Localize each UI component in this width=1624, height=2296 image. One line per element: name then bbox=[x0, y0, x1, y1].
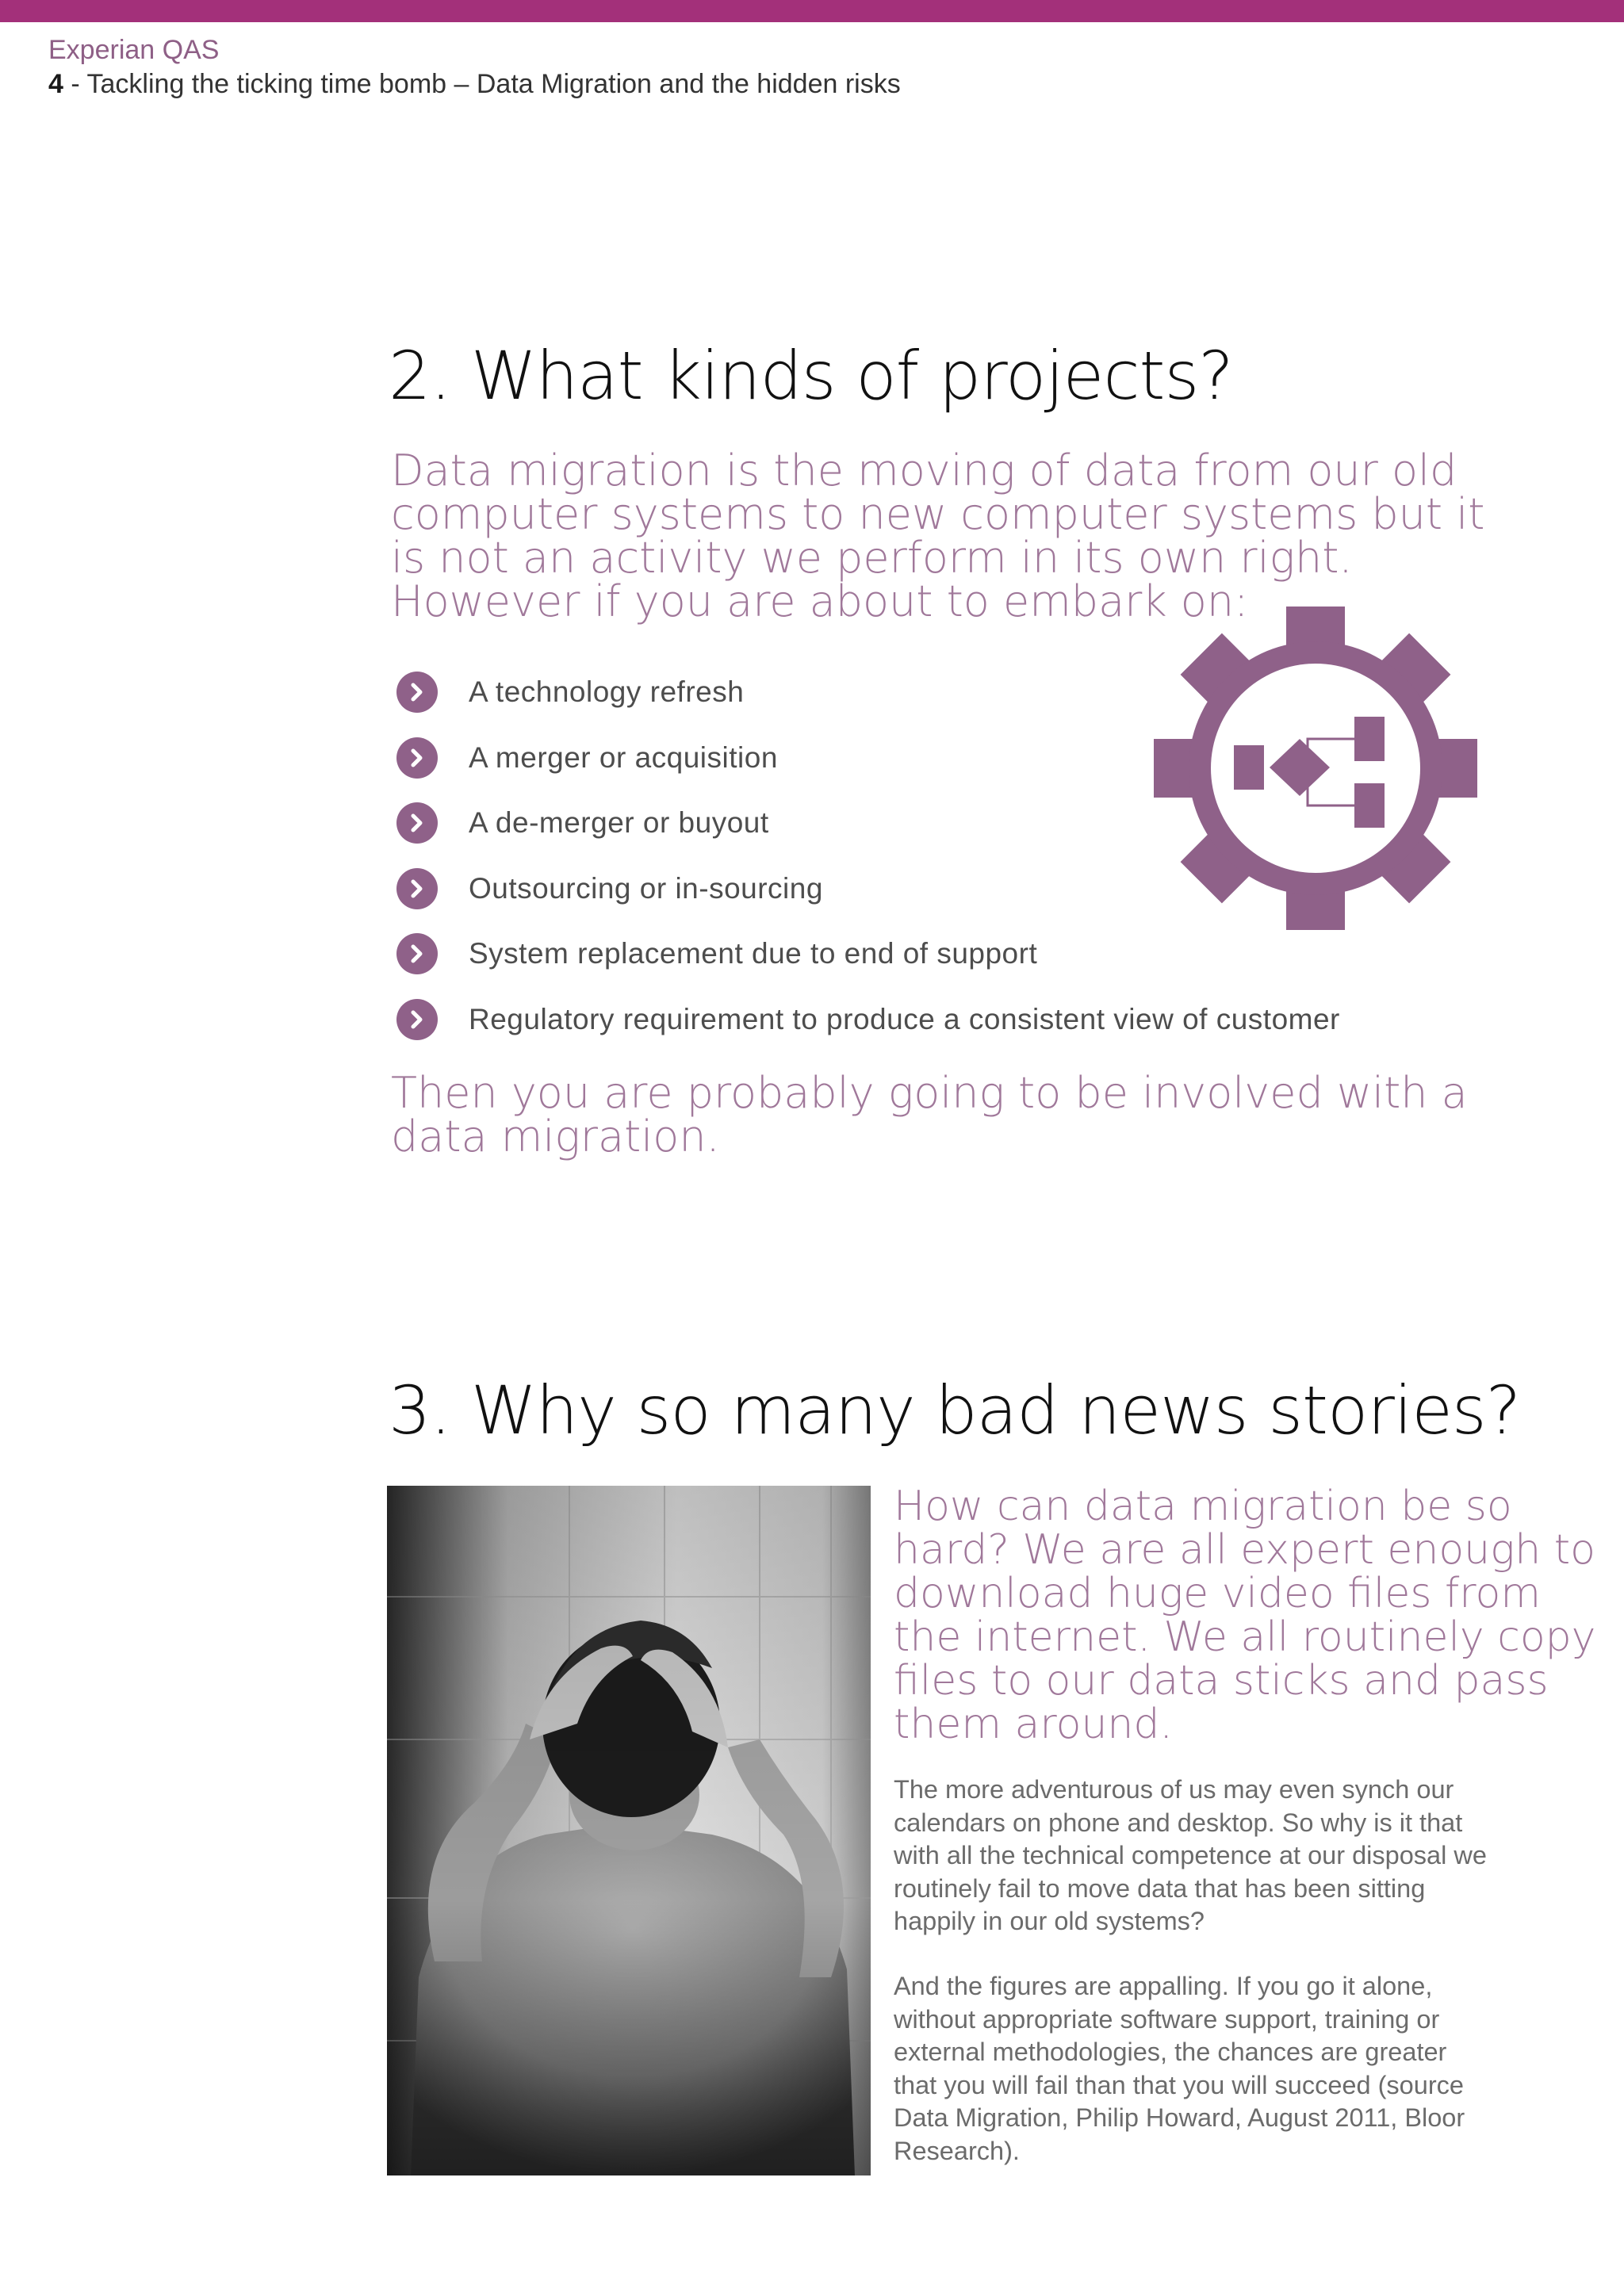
chevron-right-icon bbox=[396, 933, 438, 974]
list-item-label: Outsourcing or in-sourcing bbox=[469, 871, 823, 905]
gear-icon bbox=[1154, 607, 1477, 930]
chevron-right-icon bbox=[396, 672, 438, 713]
section-3-paragraph-2: And the figures are appalling. If you go it alone, without appropriate software support, training or external methodologies, the chances are greater that you will fail than that you will succeed (source Data Migration, Philip Howard, August 2011, Bloor Research). bbox=[894, 1972, 1465, 2165]
section-2-heading: 2. What kinds of projects? bbox=[389, 337, 1233, 415]
chevron-right-icon bbox=[396, 802, 438, 844]
list-item bbox=[396, 921, 1340, 987]
stressed-man-photo bbox=[387, 1486, 871, 2175]
document-title bbox=[48, 69, 901, 100]
list-item-label: A technology refresh bbox=[469, 675, 745, 709]
section-3-lead: How can data migration be so hard? We are all expert enough to download huge video files from the internet. We all routinely copy files to our data sticks and pass them around. bbox=[894, 1483, 1596, 1748]
section-3-paragraph-1: The more adventurous of us may even synch our calendars on phone and desktop. So why is it that with all the technical competence at our disposal we routinely fail to move data that has been sitting happily in our old systems? bbox=[894, 1775, 1487, 1935]
section-2-conclusion: Then you are probably going to be involved with a data migration. bbox=[391, 1068, 1468, 1161]
section-2-intro: Data migration is the moving of data from our old computer systems to new computer systems but it is not an activity we perform in its own right. However if you are about to embark on: bbox=[391, 446, 1485, 626]
list-item bbox=[396, 987, 1340, 1053]
brand-name: Experian QAS bbox=[48, 35, 220, 65]
chevron-right-icon bbox=[396, 999, 438, 1040]
list-item-label: A de-merger or buyout bbox=[469, 806, 769, 840]
list-item-label: System replacement due to end of support bbox=[469, 937, 1038, 970]
section-3-heading: 3. Why so many bad news stories? bbox=[389, 1372, 1521, 1449]
list-item-label: A merger or acquisition bbox=[469, 740, 778, 774]
top-accent-bar bbox=[0, 0, 1624, 22]
document-title-text: - Tackling the ticking time bomb – Data Migration and the hidden risks bbox=[63, 69, 901, 99]
chevron-right-icon bbox=[396, 737, 438, 779]
list-item-label: Regulatory requirement to produce a consistent view of customer bbox=[469, 1002, 1340, 1035]
page-number: 4 bbox=[48, 69, 63, 99]
chevron-right-icon bbox=[396, 868, 438, 909]
